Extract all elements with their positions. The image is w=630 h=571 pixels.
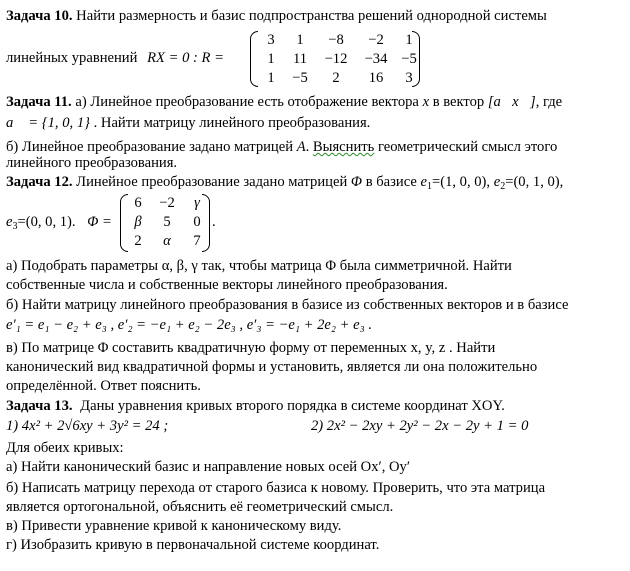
task13-c-text: в) Привести уравнение кривой к каноническому виду. — [6, 518, 342, 534]
task13-b-line2 — [6, 499, 393, 516]
task12-e3: e — [6, 214, 13, 230]
task10-line2 — [6, 50, 224, 67]
task13-line1 — [6, 398, 505, 415]
task12-e2-sub: 2 — [500, 181, 506, 192]
task13-equation1: 1) 4x² + 2√6xy + 3y² = 24 ; — [6, 418, 169, 434]
task11-b-end: геометрический смысл этого — [377, 139, 558, 155]
task11-a-end: , где — [535, 94, 563, 110]
task13-b-text1: б) Написать матрицу перехода от старого базиса к новому. Проверить, что эта матрица — [6, 480, 546, 496]
task12-a-text2: собственные числа и собственные векторы линейного преобразования. — [6, 277, 448, 293]
task13-d-text: г) Изобразить кривую в первоначальной системе координат. — [6, 537, 380, 553]
matrix-phi-right-bracket — [202, 194, 210, 252]
task12-phi: Φ — [350, 174, 363, 190]
task11-ax-vector: [a⃗x⃗] — [487, 94, 536, 110]
task12-e1: e — [420, 174, 427, 190]
task13-intro: Даны уравнения кривых второго порядка в системе координат XOY. — [80, 398, 505, 414]
matrix-phi-dot — [212, 214, 216, 231]
task12-c-line1 — [6, 340, 495, 357]
task10-title: Задача 10. — [6, 8, 73, 24]
matrix-cell: 6 — [134, 195, 142, 211]
task13-title: Задача 13. — [6, 398, 73, 414]
task13-eq1 — [6, 418, 168, 435]
matrix-cell: −12 — [324, 51, 348, 67]
task12-e3-sub: 3 — [12, 221, 18, 232]
task11-title: Задача 11. — [6, 94, 72, 110]
task13-b-line1 — [6, 480, 545, 497]
matrix-cell: 2 — [134, 233, 142, 249]
matrix-cell: α — [163, 233, 171, 249]
task12-b-text1: б) Найти матрицу линейного преобразования в базисе из собственных векторов и в базисе — [6, 297, 569, 313]
task13-equation2: 2) 2x² − 2xy + 2y² − 2x − 2y + 1 = 0 — [311, 418, 529, 434]
task12-dot: . — [212, 214, 216, 230]
task13-eq2 — [311, 418, 528, 435]
matrix-cell: 1 — [267, 70, 275, 86]
matrix-cell: −2 — [159, 195, 175, 211]
task12-intro: Линейное преобразование задано матрицей — [76, 174, 348, 190]
matrix-cell: 1 — [296, 32, 304, 48]
task13-b-text2: является ортогональной, объяснить её геометрический смысл. — [6, 499, 394, 515]
task12-a-line1 — [6, 258, 512, 275]
task12-basis-in: в базисе — [365, 174, 417, 190]
task12-line2 — [6, 214, 112, 235]
matrix-cell: 7 — [193, 233, 201, 249]
task12-line1 — [6, 174, 563, 195]
matrix-cell: −5 — [401, 51, 417, 67]
matrix-cell: −5 — [292, 70, 308, 86]
task10-text2: линейных уравнений — [6, 50, 138, 66]
task11-a-text: а) Линейное преобразование есть отображение вектора — [75, 94, 419, 110]
task12-c-line2 — [6, 359, 537, 376]
matrix-r-right-bracket — [412, 31, 420, 87]
task13-c — [6, 518, 341, 535]
task11-b-matrix-a: A — [296, 139, 306, 155]
task11-b-text: б) Линейное преобразование задано матрицей — [6, 139, 294, 155]
task11-b-line2: линейного преобразования. — [6, 155, 178, 171]
task13-both — [6, 440, 124, 457]
task11-line3 — [6, 139, 557, 156]
matrix-cell: −8 — [328, 32, 344, 48]
matrix-cell: −34 — [364, 51, 388, 67]
matrix-cell: 3 — [405, 70, 413, 86]
matrix-cell: 2 — [332, 70, 340, 86]
matrix-cell: γ — [194, 195, 200, 211]
task11-b-sep: . — [305, 139, 310, 155]
matrix-cell: 16 — [368, 70, 384, 86]
spellcheck-word: Выяснить — [312, 139, 375, 155]
task10-text: Найти размерность и базис подпространства решений однородной системы — [76, 8, 547, 24]
task13-a — [6, 459, 410, 476]
task12-a-line2 — [6, 277, 448, 294]
task11-a-def-end: . Найти матрицу линейного преобразования. — [93, 115, 371, 131]
task11-line2 — [6, 115, 370, 132]
task12-c-text2: канонический вид квадратичной формы и установить, является ли она положительно — [6, 359, 538, 375]
task11-line1 — [6, 94, 562, 111]
matrix-r — [258, 31, 422, 88]
matrix-cell: 1 — [405, 32, 413, 48]
task12-b-line2 — [6, 317, 372, 334]
task10-line1 — [6, 8, 547, 25]
task13-a-text: а) Найти канонический базис и направление новых осей Ox′, Oy′ — [6, 459, 411, 475]
matrix-cell: −2 — [368, 32, 384, 48]
task12-e2-val: =(0, 1, 0), — [505, 174, 564, 190]
task12-title: Задача 12. — [6, 174, 73, 190]
matrix-r-left-bracket — [250, 31, 258, 87]
task12-e1-val: =(1, 0, 0), — [431, 174, 491, 190]
task12-a-text1: а) Подобрать параметры α, β, γ так, чтобы матрица Φ была симметричной. Найти — [6, 258, 512, 274]
task12-b-basis-formula: e′₁ = e₁ − e₂ + e₃ , e′₂ = −e₁ + e₂ − 2e₃ , e′₃ = −e₁ + 2e₂ + e₃ . — [6, 317, 372, 333]
task12-e2: e — [493, 174, 501, 190]
task12-phi-eq: Φ = — [87, 214, 112, 230]
task13-both-text: Для обеих кривых: — [6, 440, 124, 456]
matrix-cell: 11 — [292, 51, 308, 67]
task12-c-text1: в) По матрице Φ составить квадратичную форму от переменных x, y, z . Найти — [6, 340, 496, 356]
matrix-cell: 0 — [193, 214, 201, 230]
task12-b-line1 — [6, 297, 568, 314]
task11-a-mid: в вектор — [432, 94, 485, 110]
matrix-phi — [126, 194, 210, 251]
task12-c-line3 — [6, 378, 201, 395]
matrix-cell: 3 — [267, 32, 275, 48]
matrix-cell: 5 — [163, 214, 171, 230]
task12-c-text3: определённой. Ответ пояснить. — [6, 378, 201, 394]
task11-line4 — [6, 155, 177, 172]
task12-e1-sub: 1 — [426, 181, 432, 192]
matrix-cell: β — [134, 214, 142, 230]
task13-d — [6, 537, 379, 554]
matrix-cell: 1 — [267, 51, 275, 67]
task12-e3-val: =(0, 0, 1). — [17, 214, 76, 230]
task11-a-definition: a⃗ = {1, 0, 1} — [6, 115, 90, 131]
task11-x-vector: x — [422, 94, 430, 110]
task10-equation: RX = 0 : R = — [147, 50, 224, 66]
